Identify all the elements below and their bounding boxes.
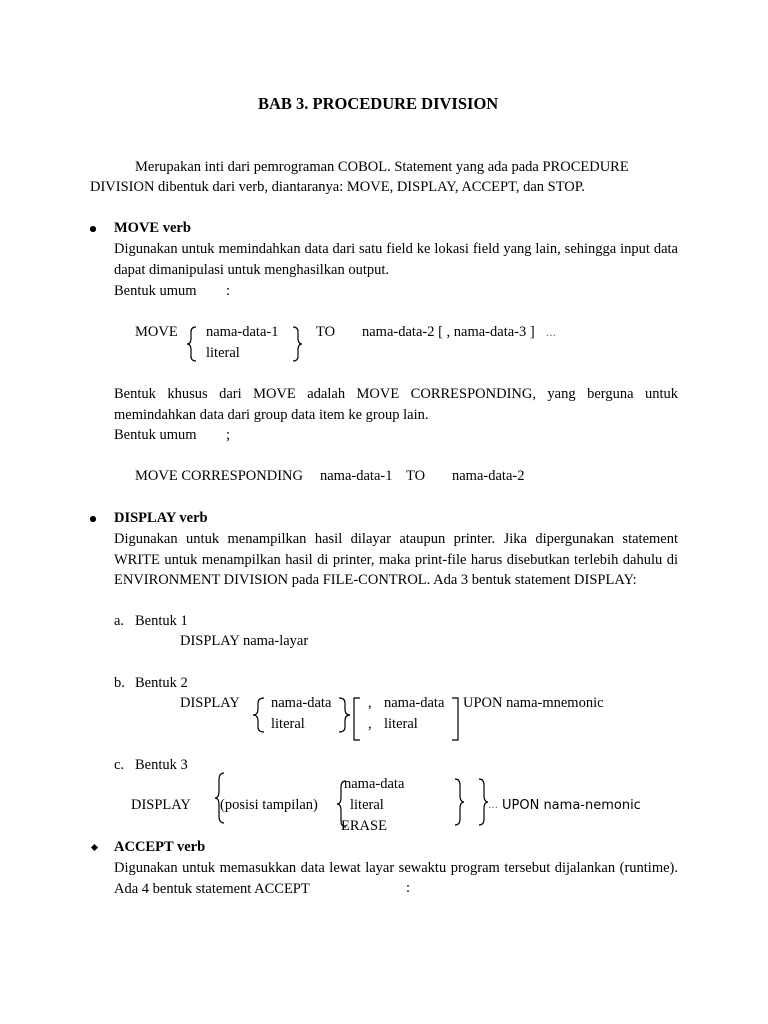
move-option-nama-data-1: nama-data-1	[206, 324, 279, 340]
page-title: BAB 3. PROCEDURE DIVISION	[258, 94, 499, 113]
display-c-position: (posisi tampilan)	[220, 797, 318, 813]
display-b-keyword: DISPLAY	[180, 695, 240, 711]
bullet-icon	[90, 516, 96, 522]
display-b-option-nama-data-2: nama-data	[384, 695, 445, 711]
move-corresponding-keyword: MOVE CORRESPONDING	[135, 468, 303, 484]
bullet-icon	[90, 226, 96, 232]
move-heading: MOVE verb	[114, 220, 191, 236]
move-keyword: MOVE	[135, 324, 178, 340]
accept-heading: ACCEPT verb	[114, 839, 206, 855]
display-description: Digunakan untuk menampilkan hasil dilayar ataupun printer. Jika dipergunakan statement WRITE untuk menampilkan hasil di printer, maka print-file harus disebutkan terlebih dahulu di ENVIRONMENT DIVISION pada FILE-CONTROL. Ada 3 bentuk statement DISPLAY:	[114, 531, 678, 588]
move-option-literal: literal	[206, 345, 240, 361]
right-brace-icon	[292, 326, 304, 362]
display-c-label: Bentuk 3	[135, 757, 188, 773]
move-corresponding-to: TO	[406, 468, 426, 484]
display-b-option-literal-2: literal	[384, 716, 418, 732]
left-brace-icon	[186, 326, 198, 362]
display-heading: DISPLAY verb	[114, 510, 208, 526]
move-description: Digunakan untuk memindahkan data dari satu field ke lokasi field yang lain, sehingga input data dapat dimanipulasi untuk menghasilkan output.	[114, 241, 678, 278]
intro-line-1: Merupakan inti dari pemrograman COBOL. Statement yang ada pada PROCEDURE	[135, 159, 629, 175]
accept-description: Digunakan untuk memasukkan data lewat layar sewaktu program tersebut dijalankan (runtime). Ada 4 bentuk statement ACCEPT	[114, 860, 678, 897]
display-c-ellipsis: …	[488, 800, 498, 811]
right-bracket-icon	[450, 697, 460, 741]
accept-colon: :	[406, 880, 411, 896]
diamond-bullet-icon	[91, 844, 98, 851]
display-c-upon: UPON nama-nemonic	[502, 798, 641, 813]
display-c-option-nama-data: nama-data	[344, 776, 405, 792]
move-corresponding-target: nama-data-2	[452, 468, 525, 484]
move-bentuk2-semicolon: ;	[226, 427, 231, 443]
left-bracket-icon	[352, 697, 362, 741]
intro-line-2: DIVISION dibentuk dari verb, diantaranya: MOVE, DISPLAY, ACCEPT, dan STOP.	[90, 179, 585, 195]
display-b-option-literal: literal	[271, 716, 305, 732]
right-brace-icon	[338, 697, 352, 733]
move-target: nama-data-2 [ , nama-data-3 ]	[362, 324, 535, 340]
move-to-keyword: TO	[316, 324, 336, 340]
right-brace-icon	[454, 778, 466, 826]
display-b-marker: b.	[114, 675, 125, 691]
display-c-option-erase: ERASE	[341, 818, 387, 834]
move-bentuk2-label: Bentuk umum	[114, 427, 197, 443]
display-c-keyword: DISPLAY	[131, 797, 191, 813]
display-c-marker: c.	[114, 757, 125, 773]
display-b-comma-1: ,	[368, 695, 372, 711]
move-bentuk-label: Bentuk umum	[114, 283, 197, 299]
display-b-label: Bentuk 2	[135, 675, 188, 691]
display-a-marker: a.	[114, 613, 125, 629]
move-corresponding-source: nama-data-1	[320, 468, 393, 484]
display-b-upon: UPON nama-mnemonic	[463, 695, 604, 711]
left-brace-icon	[252, 697, 266, 733]
move-bentuk-colon: :	[226, 283, 231, 299]
display-a-syntax: DISPLAY nama-layar	[180, 633, 309, 649]
display-b-option-nama-data: nama-data	[271, 695, 332, 711]
move-corresponding-description: Bentuk khusus dari MOVE adalah MOVE CORRESPONDING, yang berguna untuk memindahkan data dari group data item ke group lain.	[114, 386, 678, 423]
move-ellipsis: …	[546, 328, 556, 339]
display-c-option-literal: literal	[350, 797, 384, 813]
display-a-label: Bentuk 1	[135, 613, 188, 629]
display-b-comma-2: ,	[368, 716, 372, 732]
